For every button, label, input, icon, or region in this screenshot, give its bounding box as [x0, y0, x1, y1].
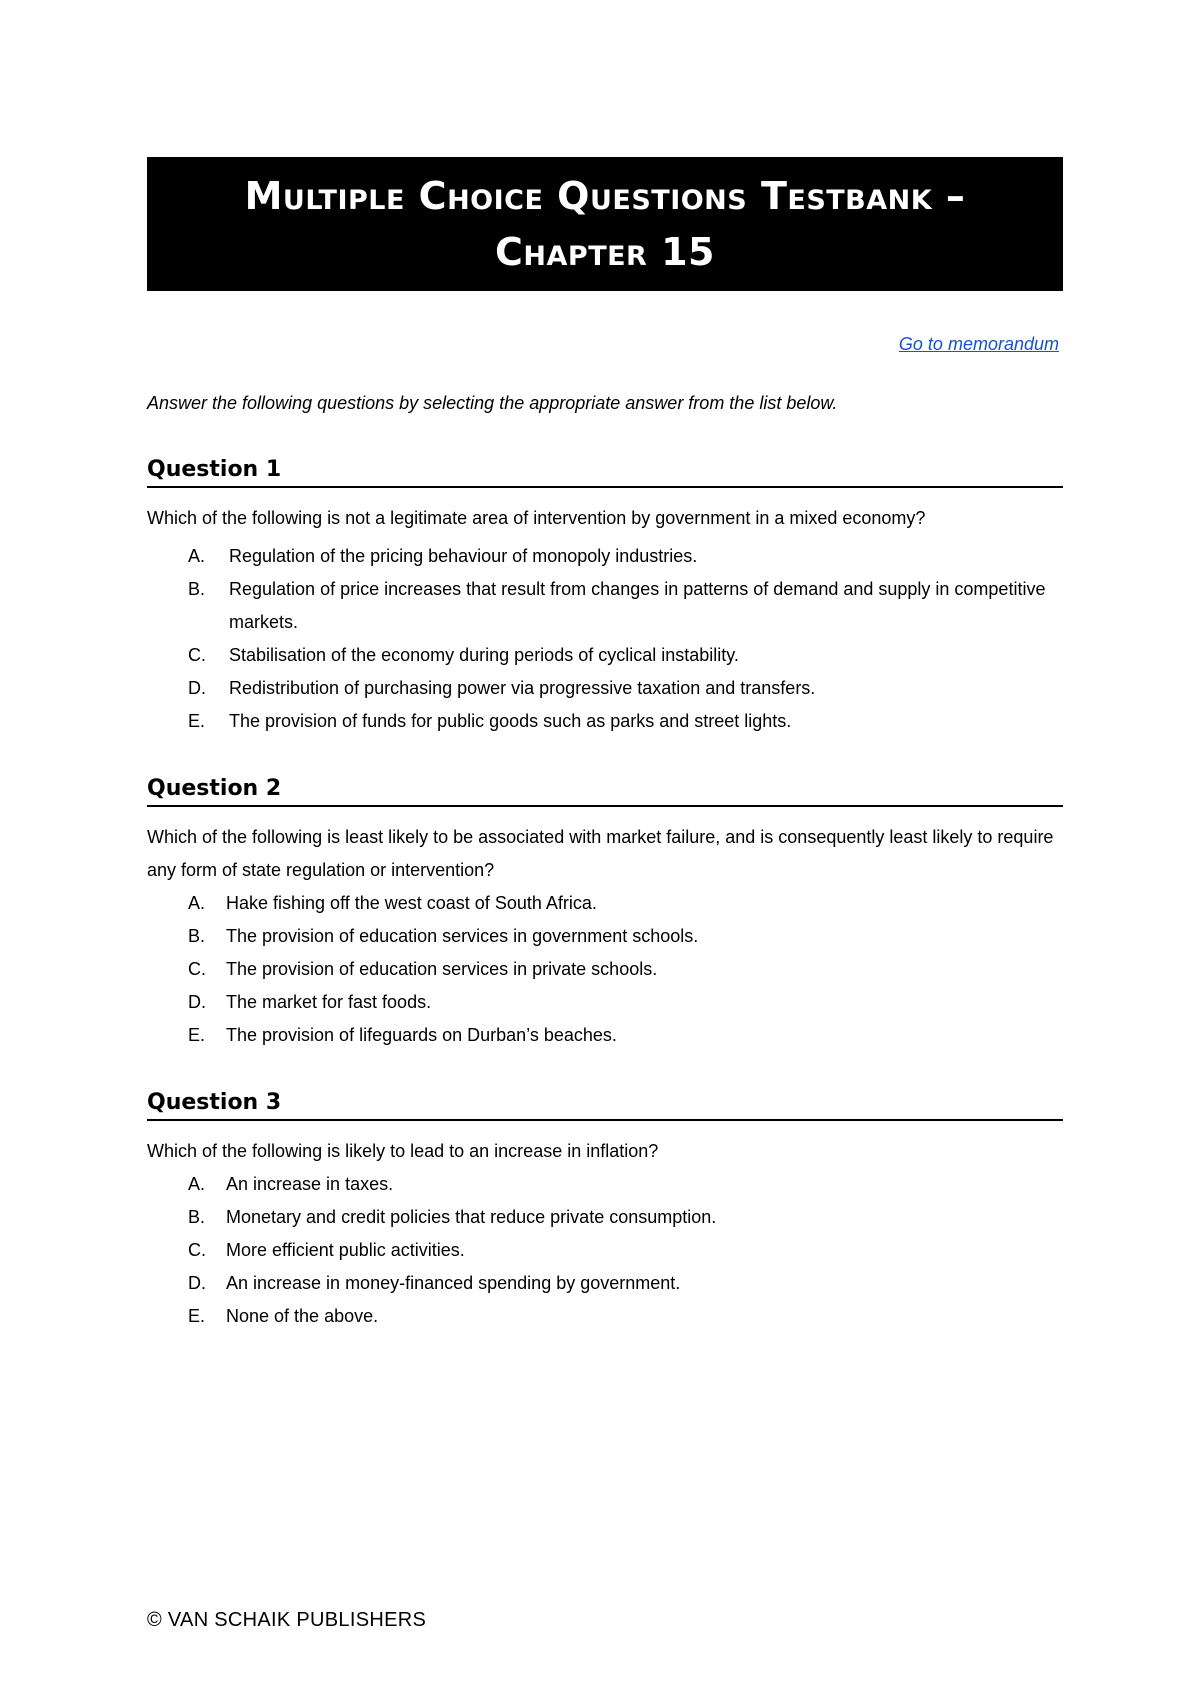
option-letter: A.: [188, 1174, 206, 1194]
option-c[interactable]: [147, 953, 1063, 986]
option-letter: B.: [188, 926, 206, 946]
copyright-footer: © VAN SCHAIK PUBLISHERS: [147, 1609, 427, 1631]
option-letter: C.: [188, 959, 206, 979]
option-e[interactable]: [147, 1019, 1063, 1052]
option-text: The provision of education services in government schools.: [226, 926, 699, 946]
option-text: Stabilisation of the economy during periods of cyclical instability.: [229, 645, 739, 665]
option-d[interactable]: [147, 672, 1063, 705]
option-letter: D.: [188, 992, 206, 1012]
option-e[interactable]: [147, 705, 1063, 738]
option-letter: E.: [188, 711, 206, 731]
document-page: [147, 157, 1063, 1333]
answer-options: [147, 540, 1063, 738]
title-line-1: Multiple Choice Questions Testbank –: [244, 174, 966, 218]
option-letter: E.: [188, 1025, 206, 1045]
option-text: Hake fishing off the west coast of South Africa.: [226, 893, 597, 913]
option-text: The provision of education services in private schools.: [226, 959, 658, 979]
question-3: [147, 1088, 1063, 1333]
question-heading: Question 3: [147, 1088, 1063, 1121]
option-b[interactable]: [147, 920, 1063, 953]
option-letter: D.: [188, 1273, 206, 1293]
option-b[interactable]: [147, 1201, 1063, 1234]
option-letter: D.: [188, 678, 206, 698]
title-banner: [147, 157, 1063, 291]
question-1: [147, 455, 1063, 738]
option-b[interactable]: [147, 573, 1063, 639]
instructions: Answer the following questions by selecting the appropriate answer from the list below.: [147, 393, 838, 413]
option-letter: C.: [188, 1240, 206, 1260]
option-letter: B.: [188, 1207, 206, 1227]
option-a[interactable]: [147, 887, 1063, 920]
option-text: The provision of lifeguards on Durban’s beaches.: [226, 1025, 617, 1045]
option-a[interactable]: [147, 1168, 1063, 1201]
option-letter: B.: [188, 579, 206, 599]
option-letter: A.: [188, 546, 206, 566]
go-to-memorandum-link[interactable]: Go to memorandum: [898, 334, 1059, 354]
question-text: Which of the following is not a legitimate area of intervention by government in a mixed economy?: [147, 508, 926, 528]
option-letter: E.: [188, 1306, 206, 1326]
option-text: Regulation of the pricing behaviour of monopoly industries.: [229, 546, 698, 566]
option-text: An increase in taxes.: [226, 1174, 394, 1194]
question-text: Which of the following is least likely to be associated with market failure, and is consequently least likely to require any form of state regulation or intervention?: [147, 827, 1054, 880]
answer-options: [147, 1168, 1063, 1333]
option-text: Monetary and credit policies that reduce private consumption.: [226, 1207, 717, 1227]
option-text: An increase in money-financed spending by government.: [226, 1273, 681, 1293]
option-text: The market for fast foods.: [226, 992, 432, 1012]
option-text: More efficient public activities.: [226, 1240, 465, 1260]
option-d[interactable]: [147, 1267, 1063, 1300]
option-text: Redistribution of purchasing power via progressive taxation and transfers.: [229, 678, 816, 698]
option-text: Regulation of price increases that result from changes in patterns of demand and supply in competitive markets.: [229, 579, 1046, 632]
option-letter: C.: [188, 645, 206, 665]
title-line-2: Chapter 15: [495, 230, 715, 274]
option-text: None of the above.: [226, 1306, 379, 1326]
option-a[interactable]: [147, 540, 1063, 573]
option-c[interactable]: [147, 639, 1063, 672]
memo-row: [147, 334, 1063, 360]
question-heading: Question 2: [147, 774, 1063, 807]
option-e[interactable]: [147, 1300, 1063, 1333]
option-c[interactable]: [147, 1234, 1063, 1267]
option-letter: A.: [188, 893, 206, 913]
question-2: [147, 774, 1063, 1052]
question-heading: Question 1: [147, 455, 1063, 488]
option-d[interactable]: [147, 986, 1063, 1019]
answer-options: [147, 887, 1063, 1052]
option-text: The provision of funds for public goods such as parks and street lights.: [229, 711, 792, 731]
question-text: Which of the following is likely to lead to an increase in inflation?: [147, 1141, 659, 1161]
